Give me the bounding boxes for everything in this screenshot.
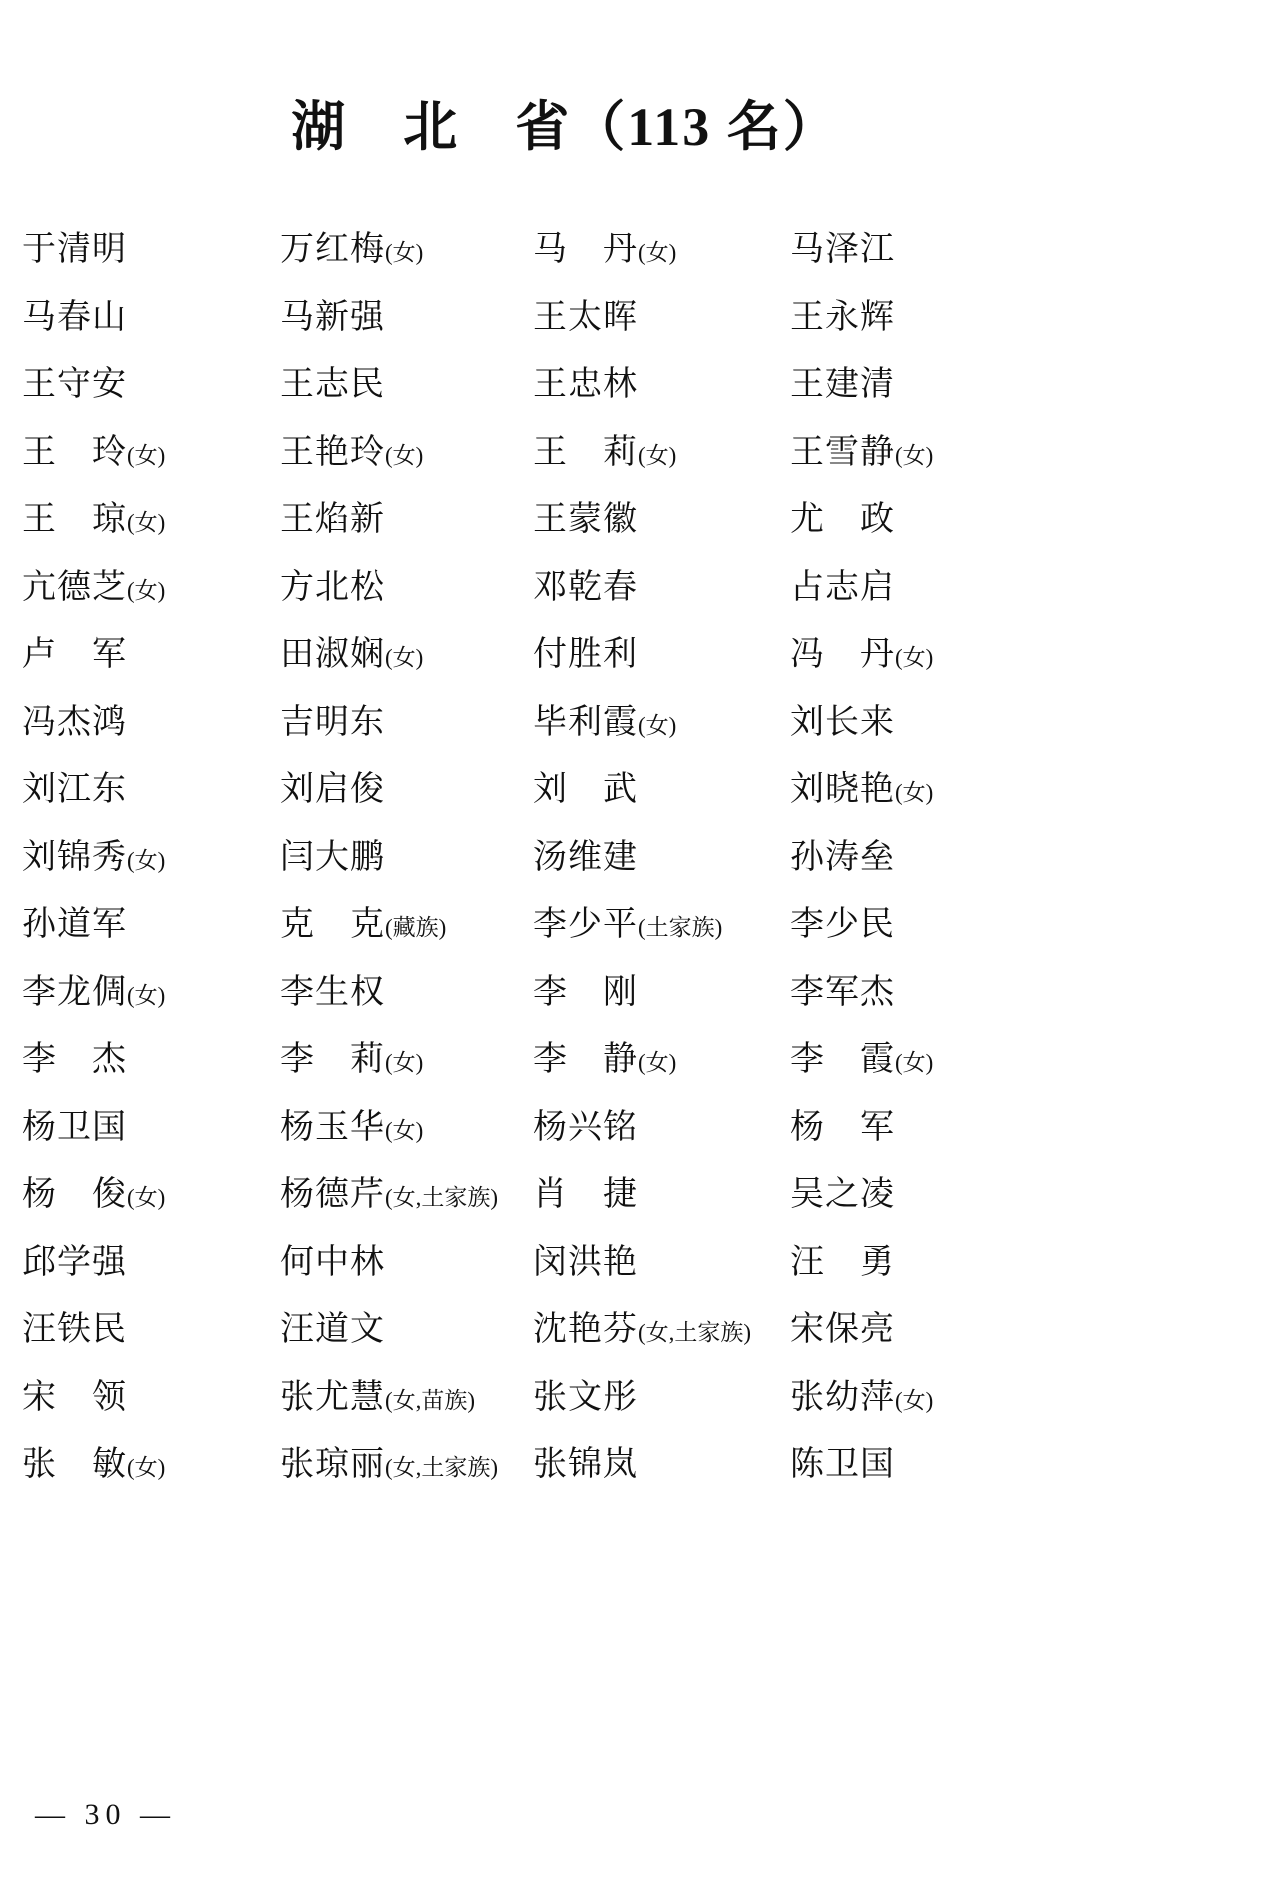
person-name: 汤维建 bbox=[533, 838, 638, 876]
person-name: 宋保亮 bbox=[790, 1311, 895, 1348]
person-name: 张尤慧 bbox=[280, 1378, 385, 1416]
person-entry bbox=[790, 425, 1202, 493]
person-entry bbox=[280, 695, 533, 763]
person-name: 李少民 bbox=[790, 906, 895, 943]
person-entry bbox=[280, 1302, 533, 1370]
person-entry bbox=[22, 290, 280, 358]
person-entry bbox=[790, 1437, 1202, 1505]
person-entry bbox=[790, 290, 1202, 358]
person-entry bbox=[533, 1302, 790, 1370]
person-entry bbox=[790, 695, 1202, 763]
person-note: (女) bbox=[127, 982, 166, 1008]
person-entry bbox=[22, 222, 280, 290]
person-entry bbox=[280, 830, 533, 898]
person-name: 汪道文 bbox=[280, 1311, 385, 1348]
person-entry bbox=[22, 1437, 280, 1505]
person-name: 孙道军 bbox=[22, 906, 127, 943]
person-name: 邓乾春 bbox=[533, 568, 638, 606]
person-entry bbox=[533, 762, 790, 830]
person-name: 马春山 bbox=[22, 298, 127, 336]
person-name: 马 丹 bbox=[533, 231, 638, 268]
person-name: 王 琼 bbox=[22, 501, 127, 538]
person-name: 王忠林 bbox=[533, 366, 638, 403]
person-name: 王 莉 bbox=[533, 433, 638, 471]
person-entry bbox=[280, 1167, 533, 1235]
person-entry bbox=[22, 1032, 280, 1100]
person-note: (藏族) bbox=[385, 915, 447, 940]
person-name: 刘长来 bbox=[790, 703, 895, 741]
person-entry bbox=[22, 897, 280, 965]
person-note: (女) bbox=[127, 442, 166, 468]
person-note: (女) bbox=[127, 1185, 166, 1210]
person-name: 杨 俊 bbox=[22, 1176, 127, 1213]
person-entry bbox=[790, 830, 1202, 898]
person-name: 李生权 bbox=[280, 973, 385, 1011]
person-entry bbox=[790, 1302, 1202, 1370]
person-entry bbox=[790, 1032, 1202, 1100]
person-entry bbox=[22, 425, 280, 493]
person-entry bbox=[22, 1302, 280, 1370]
person-entry bbox=[280, 1032, 533, 1100]
person-name: 杨 军 bbox=[790, 1108, 895, 1146]
person-entry bbox=[533, 897, 790, 965]
person-entry bbox=[280, 1437, 533, 1505]
person-entry bbox=[790, 222, 1202, 290]
person-name: 李龙倜 bbox=[22, 973, 127, 1011]
person-entry bbox=[280, 965, 533, 1033]
person-name: 李 刚 bbox=[533, 973, 638, 1011]
person-entry bbox=[280, 1100, 533, 1168]
person-entry bbox=[533, 1100, 790, 1168]
person-entry bbox=[22, 1235, 280, 1303]
person-entry bbox=[280, 1235, 533, 1303]
person-entry bbox=[533, 1032, 790, 1100]
person-entry bbox=[22, 560, 280, 628]
person-entry bbox=[533, 492, 790, 560]
person-name: 王志民 bbox=[280, 366, 385, 403]
person-name: 占志启 bbox=[790, 568, 895, 606]
person-name: 张 敏 bbox=[22, 1446, 127, 1483]
person-entry bbox=[280, 560, 533, 628]
person-entry bbox=[280, 762, 533, 830]
person-name: 亢德芝 bbox=[22, 568, 127, 606]
person-entry bbox=[533, 425, 790, 493]
person-name: 于清明 bbox=[22, 231, 127, 268]
person-name: 张文彤 bbox=[533, 1378, 638, 1416]
person-note: (女) bbox=[895, 780, 934, 805]
person-entry bbox=[533, 1437, 790, 1505]
person-note: (女) bbox=[638, 442, 677, 468]
person-name: 刘锦秀 bbox=[22, 838, 127, 876]
name-roster-grid bbox=[22, 222, 1202, 1505]
person-note: (女) bbox=[127, 510, 166, 535]
person-note: (女) bbox=[638, 712, 677, 738]
person-name: 闵洪艳 bbox=[533, 1243, 638, 1281]
person-note: (女) bbox=[385, 1050, 424, 1075]
person-entry bbox=[790, 1235, 1202, 1303]
person-name: 孙涛垒 bbox=[790, 838, 895, 876]
person-entry bbox=[790, 560, 1202, 628]
person-name: 刘江东 bbox=[22, 771, 127, 808]
person-name: 杨卫国 bbox=[22, 1108, 127, 1146]
person-entry bbox=[280, 492, 533, 560]
person-entry bbox=[790, 897, 1202, 965]
person-note: (女) bbox=[385, 1117, 424, 1143]
person-name: 杨兴铭 bbox=[533, 1108, 638, 1146]
person-entry bbox=[280, 1370, 533, 1438]
person-name: 刘 武 bbox=[533, 771, 638, 808]
person-entry bbox=[280, 222, 533, 290]
person-note: (女) bbox=[385, 645, 424, 670]
person-name: 李 莉 bbox=[280, 1041, 385, 1078]
person-name: 何中林 bbox=[280, 1243, 385, 1281]
person-name: 王蒙徽 bbox=[533, 501, 638, 538]
person-entry bbox=[533, 627, 790, 695]
person-entry bbox=[22, 830, 280, 898]
person-name: 吉明东 bbox=[280, 703, 385, 741]
person-entry bbox=[22, 492, 280, 560]
person-name: 马泽江 bbox=[790, 231, 895, 268]
person-entry bbox=[22, 965, 280, 1033]
person-name: 刘晓艳 bbox=[790, 771, 895, 808]
page-number: — 30 — bbox=[35, 1798, 176, 1831]
person-name: 王 玲 bbox=[22, 433, 127, 471]
person-name: 尤 政 bbox=[790, 501, 895, 538]
person-entry bbox=[280, 290, 533, 358]
person-name: 付胜利 bbox=[533, 636, 638, 673]
person-entry bbox=[533, 222, 790, 290]
person-entry bbox=[533, 965, 790, 1033]
person-note: (女) bbox=[895, 1050, 934, 1075]
person-entry bbox=[790, 492, 1202, 560]
person-note: (女,苗族) bbox=[385, 1387, 476, 1413]
person-entry bbox=[533, 1370, 790, 1438]
person-entry bbox=[790, 762, 1202, 830]
person-entry bbox=[22, 627, 280, 695]
person-note: (女) bbox=[127, 1455, 166, 1480]
person-name: 方北松 bbox=[280, 568, 385, 606]
person-entry bbox=[533, 560, 790, 628]
page-title: 湖 北 省（113 名） bbox=[291, 97, 839, 157]
person-note: (女,土家族) bbox=[638, 1320, 752, 1345]
person-name: 汪铁民 bbox=[22, 1311, 127, 1348]
person-note: (女) bbox=[638, 1050, 677, 1075]
person-entry bbox=[22, 1370, 280, 1438]
person-note: (女) bbox=[895, 1387, 934, 1413]
person-name: 李少平 bbox=[533, 906, 638, 943]
person-name: 张锦岚 bbox=[533, 1446, 638, 1483]
person-name: 王建清 bbox=[790, 366, 895, 403]
person-entry bbox=[790, 627, 1202, 695]
person-entry bbox=[280, 425, 533, 493]
person-name: 克 克 bbox=[280, 906, 385, 943]
person-name: 汪 勇 bbox=[790, 1243, 895, 1281]
person-entry bbox=[22, 762, 280, 830]
person-entry bbox=[790, 1167, 1202, 1235]
person-name: 毕利霞 bbox=[533, 703, 638, 741]
person-note: (女) bbox=[638, 240, 677, 265]
person-name: 王艳玲 bbox=[280, 433, 385, 471]
person-name: 杨玉华 bbox=[280, 1108, 385, 1146]
person-name: 张琼丽 bbox=[280, 1446, 385, 1483]
person-name: 李 静 bbox=[533, 1041, 638, 1078]
person-name: 沈艳芬 bbox=[533, 1311, 638, 1348]
person-name: 王雪静 bbox=[790, 433, 895, 471]
person-name: 万红梅 bbox=[280, 231, 385, 268]
person-name: 闫大鹏 bbox=[280, 838, 385, 876]
person-name: 卢 军 bbox=[22, 636, 127, 673]
person-entry bbox=[22, 357, 280, 425]
person-name: 冯 丹 bbox=[790, 636, 895, 673]
person-note: (女,土家族) bbox=[385, 1455, 499, 1480]
person-entry bbox=[790, 357, 1202, 425]
person-name: 王太晖 bbox=[533, 298, 638, 336]
person-note: (女) bbox=[127, 847, 166, 873]
person-entry bbox=[533, 290, 790, 358]
person-note: (女) bbox=[895, 645, 934, 670]
person-name: 李 杰 bbox=[22, 1041, 127, 1078]
person-note: (女) bbox=[385, 442, 424, 468]
person-entry bbox=[22, 695, 280, 763]
person-note: (女,土家族) bbox=[385, 1185, 499, 1210]
person-entry bbox=[533, 1235, 790, 1303]
person-note: (女) bbox=[127, 577, 166, 603]
person-name: 肖 捷 bbox=[533, 1176, 638, 1213]
person-name: 王焰新 bbox=[280, 501, 385, 538]
person-entry bbox=[280, 627, 533, 695]
person-entry bbox=[533, 830, 790, 898]
person-entry bbox=[533, 357, 790, 425]
person-entry bbox=[533, 1167, 790, 1235]
person-name: 宋 领 bbox=[22, 1378, 127, 1416]
person-note: (女) bbox=[385, 240, 424, 265]
person-note: (土家族) bbox=[638, 915, 723, 940]
person-entry bbox=[790, 1100, 1202, 1168]
person-entry bbox=[790, 1370, 1202, 1438]
person-entry bbox=[790, 965, 1202, 1033]
person-name: 陈卫国 bbox=[790, 1446, 895, 1483]
person-name: 冯杰鸿 bbox=[22, 703, 127, 741]
person-note: (女) bbox=[895, 442, 934, 468]
person-entry bbox=[22, 1100, 280, 1168]
person-entry bbox=[533, 695, 790, 763]
person-name: 刘启俊 bbox=[280, 771, 385, 808]
person-name: 马新强 bbox=[280, 298, 385, 336]
person-name: 张幼萍 bbox=[790, 1378, 895, 1416]
person-name: 吴之凌 bbox=[790, 1176, 895, 1213]
person-name: 田淑娴 bbox=[280, 636, 385, 673]
person-name: 李军杰 bbox=[790, 973, 895, 1011]
person-name: 王守安 bbox=[22, 366, 127, 403]
person-name: 邱学强 bbox=[22, 1243, 127, 1281]
person-name: 李 霞 bbox=[790, 1041, 895, 1078]
person-name: 王永辉 bbox=[790, 298, 895, 336]
person-entry bbox=[22, 1167, 280, 1235]
person-entry bbox=[280, 357, 533, 425]
person-entry bbox=[280, 897, 533, 965]
person-name: 杨德芹 bbox=[280, 1176, 385, 1213]
